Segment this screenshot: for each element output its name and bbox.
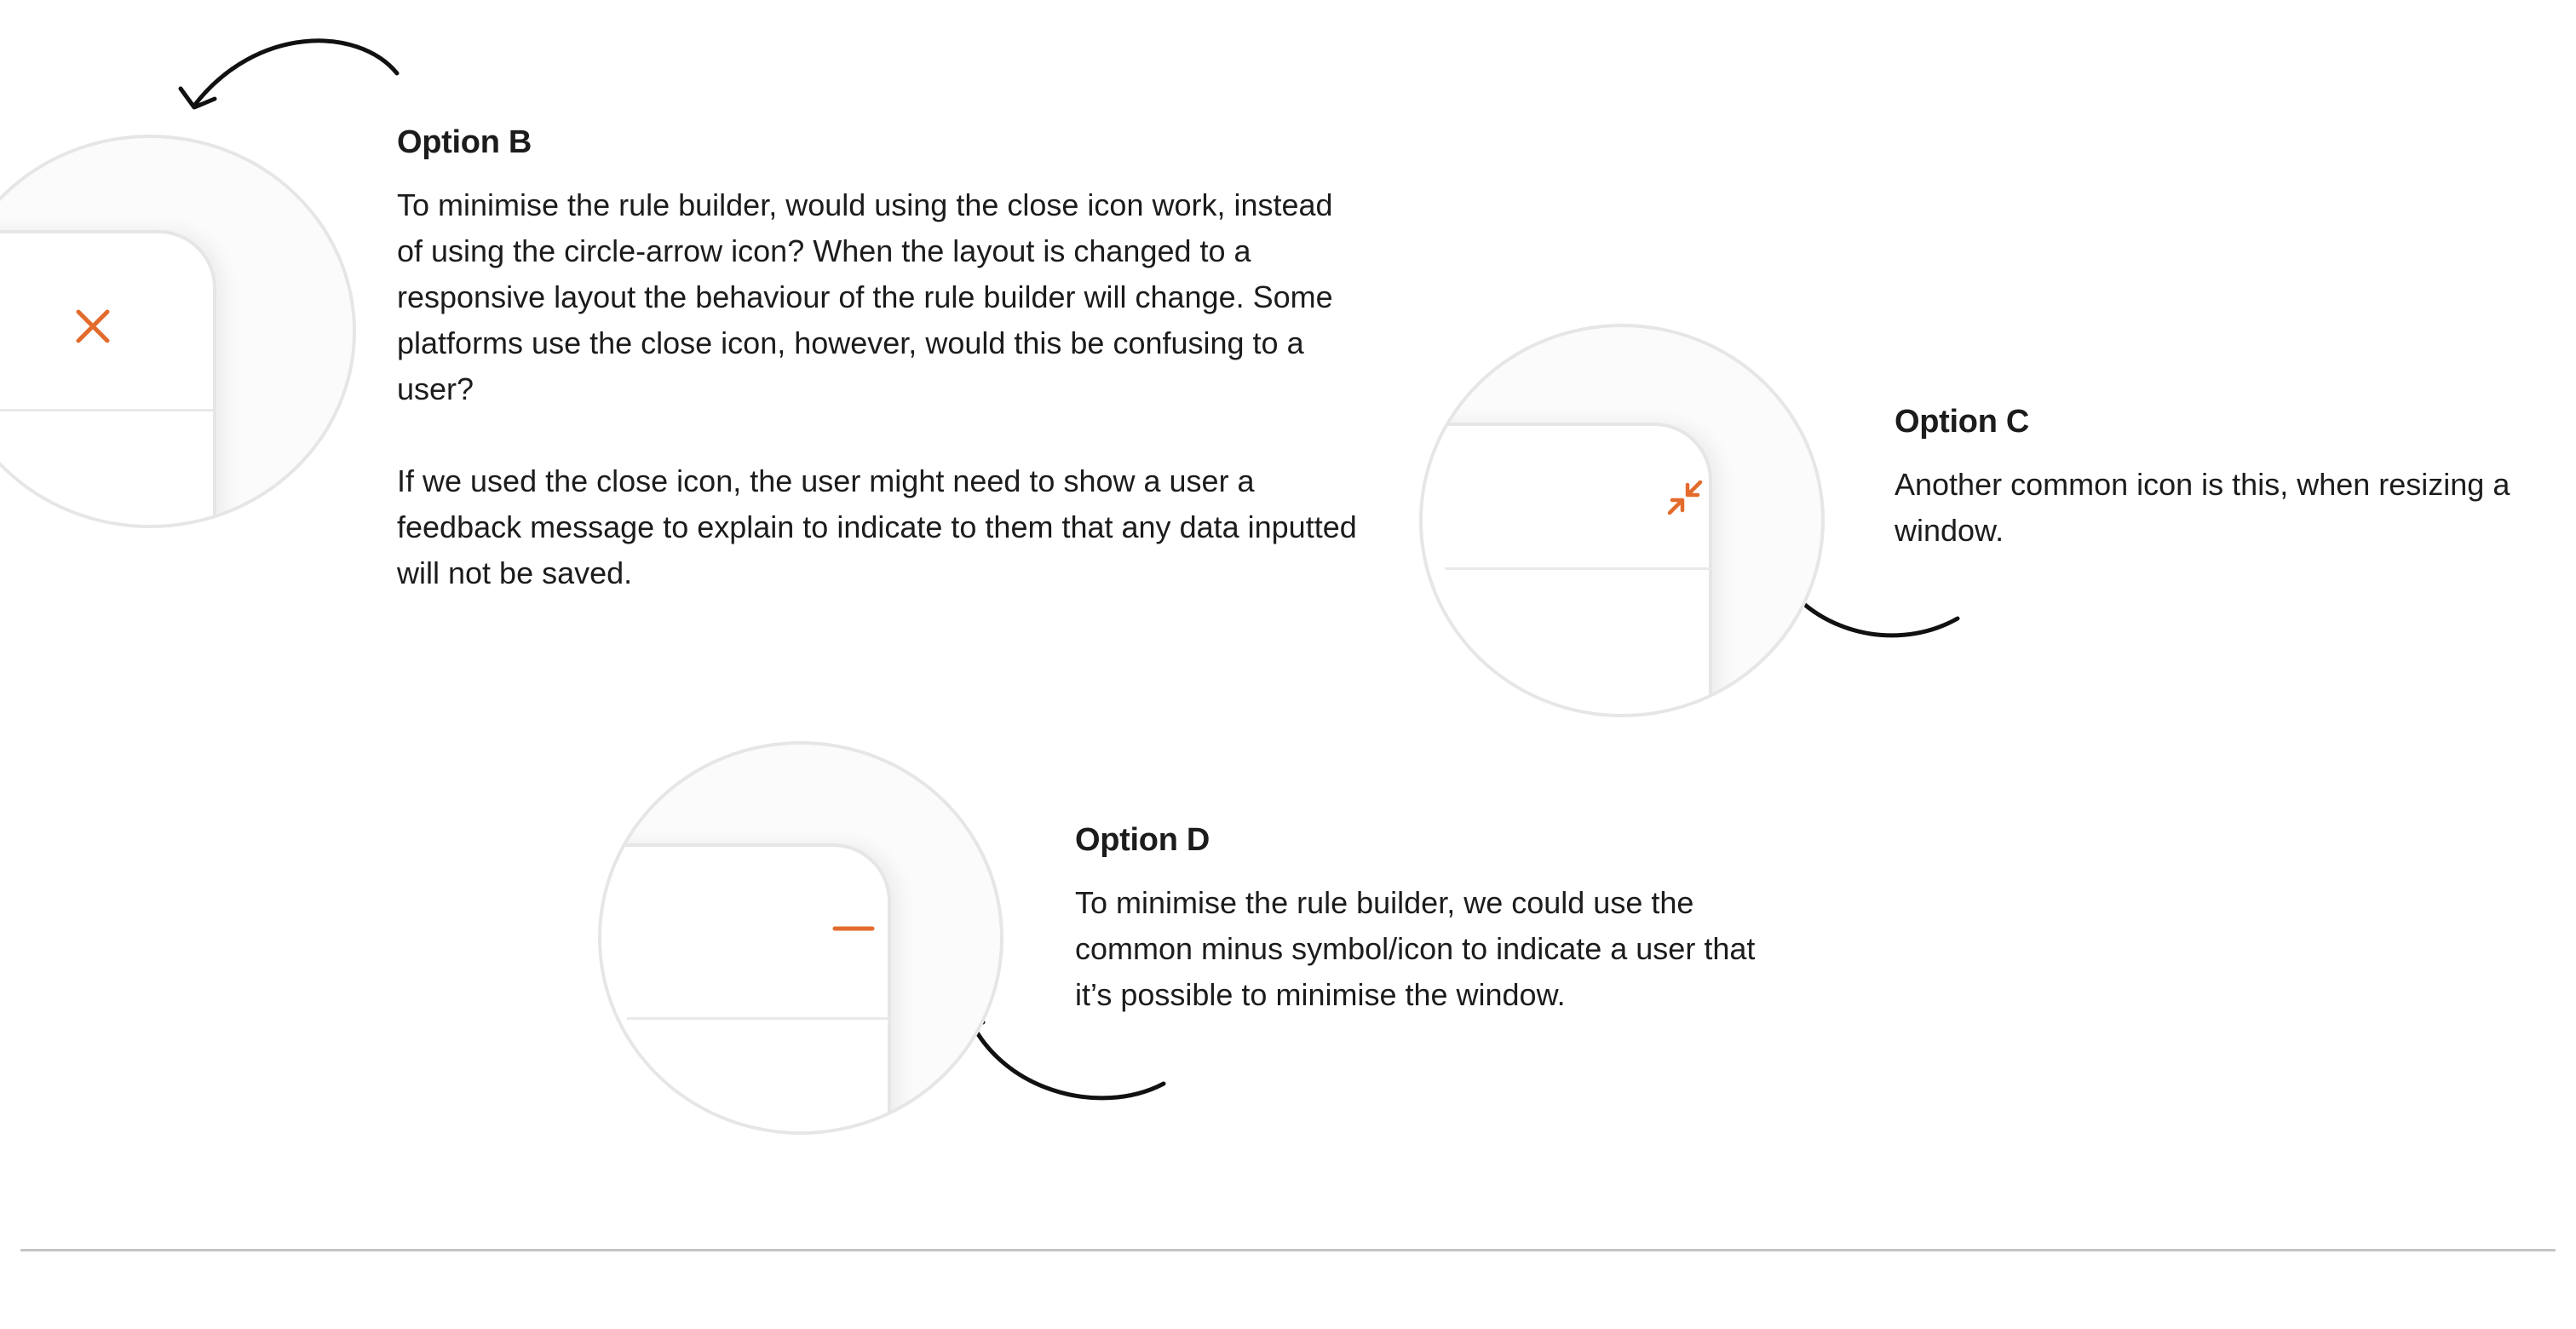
option-d-heading: Option D	[1075, 822, 1210, 858]
option-b-heading: Option B	[397, 124, 532, 160]
window-divider	[1445, 567, 1712, 570]
section-divider	[20, 1249, 2556, 1251]
option-d-preview	[598, 741, 1003, 1135]
option-c-heading: Option C	[1895, 404, 2030, 440]
window-panel	[1419, 423, 1712, 717]
option-b-paragraph-1: To minimise the rule builder, would using the close icon work, instead of using the circle-arrow icon? When the layout is changed to a responsive layout the behaviour of the rule builder will change. Some platforms use the close icon, however, would this be confusing to a user?	[397, 187, 1333, 406]
option-b-paragraph-2: If we used the close icon, the user might need to show a user a feedback message to explain to indicate to them that any data inputted will not be saved.	[397, 463, 1357, 590]
window-panel	[598, 843, 891, 1135]
minimize-arrows-icon	[1663, 475, 1707, 520]
option-c-paragraph-1: Another common icon is this, when resizing a window.	[1895, 467, 2510, 548]
minus-icon	[831, 920, 876, 937]
window-divider	[627, 1017, 891, 1020]
option-d-paragraph-1: To minimise the rule builder, we could use the common minus symbol/icon to indicate a user that it’s possible to minimise the window.	[1075, 885, 1756, 1012]
option-c-preview	[1419, 324, 1825, 717]
